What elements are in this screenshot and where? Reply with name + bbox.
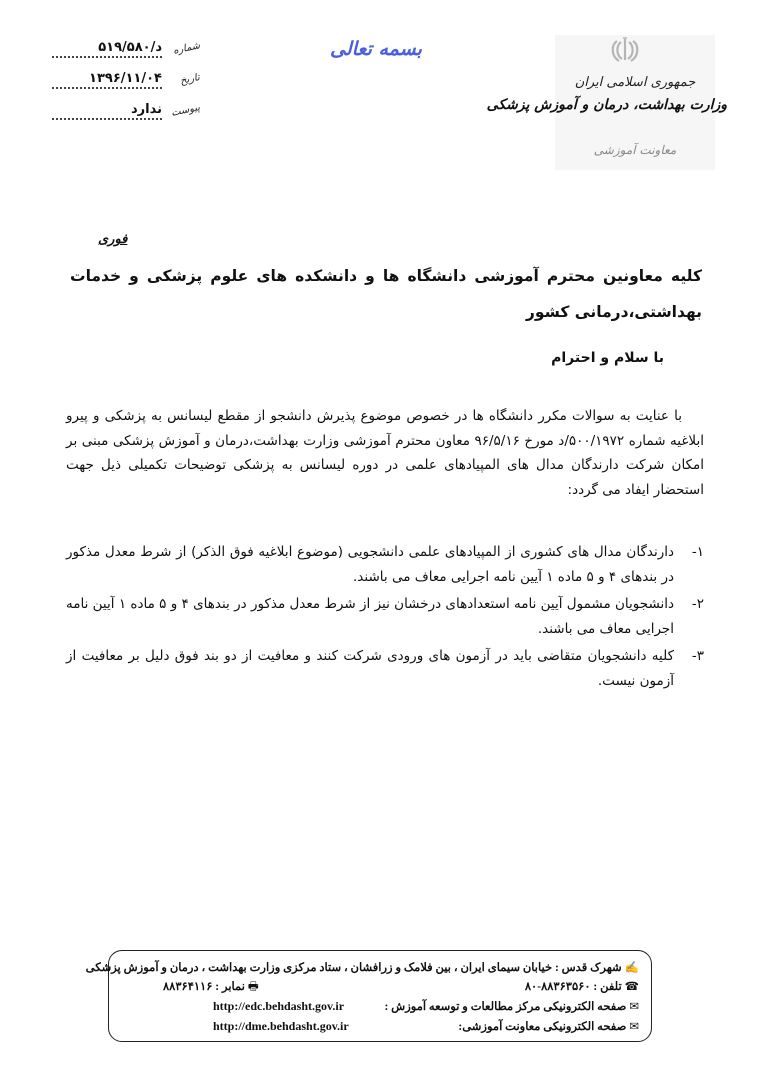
dme-label: صفحه الکترونیکی معاونت آموزشی:: [458, 1021, 627, 1033]
list-item-text: دارندگان مدال های کشوری از المپیادهای علمی دانشجویی (موضوع ابلاغیه فوق الذکر) از شرط معدل مذکور در بندهای ۴ و ۵ ماده ۱ آیین نامه اجرایی معاف می باشند.: [66, 544, 674, 585]
fax-number: ۸۸۳۶۴۱۱۶: [163, 981, 213, 993]
dotted-line: [52, 87, 162, 89]
list-item-text: دانشجویان مشمول آیین نامه استعدادهای درخشان نیز از شرط معدل مذکور در بندهای ۴ و ۵ ماده ۱ آیین نامه اجرایی معاف می باشند.: [66, 596, 675, 637]
list-item-number: ۲-: [691, 596, 704, 612]
meta-date-row: [50, 71, 200, 102]
pen-icon: ✍: [624, 962, 639, 974]
edc-label: صفحه الکترونیکی مرکز مطالعات و توسعه آموزش :: [384, 1001, 627, 1013]
iran-emblem-icon: [610, 37, 640, 63]
ministry-logo: [486, 35, 727, 170]
dotted-line: [52, 56, 162, 58]
list-item: [66, 592, 704, 641]
logo-ministry: وزارت بهداشت، درمان و آموزش پزشکی: [486, 97, 727, 113]
letter-date: ۱۳۹۶/۱۱/۰۴: [89, 71, 162, 86]
letter-meta: [50, 40, 200, 133]
footer-contacts: [123, 979, 639, 993]
fax-icon: 🖶: [247, 981, 259, 993]
phone-number: ۸۸۳۶۳۵۶۰-۸۰: [524, 981, 591, 993]
letter-addressee: کلیه معاونین محترم آموزشی دانشگاه ها و دانشکده های علوم پزشکی و خدمات بهداشتی،درمانی کشور: [70, 267, 702, 321]
logo-country: جمهوری اسلامی ایران: [574, 75, 696, 90]
meta-number-row: [50, 40, 200, 71]
letter-date-label: تاریخ: [179, 72, 201, 87]
urgent-mark: فوری: [98, 232, 128, 247]
phone-label: تلفن :: [593, 981, 622, 993]
list-item-text: کلیه دانشجویان متقاضی باید در آزمون های ورودی شرکت کنند و معافیت از دو بند فوق دلیل بر معافیت از آزمون نیست.: [66, 648, 674, 689]
edc-url[interactable]: http://edc.behdasht.gov.ir: [213, 999, 345, 1013]
letter-number-label: شماره: [171, 40, 201, 57]
dme-url[interactable]: http://dme.behdasht.gov.ir: [213, 1019, 349, 1033]
list-item-number: ۱-: [691, 544, 704, 560]
meta-attachment-row: [50, 102, 200, 133]
fax-label: نمابر :: [215, 981, 245, 993]
bismillah: بسمه تعالی: [330, 38, 422, 60]
dotted-line: [52, 118, 162, 120]
address-text: شهرک قدس : خیابان سیمای ایران ، بین فلامک و زرافشان ، ستاد مرکزی وزارت بهداشت ، درمان و آموزش پزشکی: [85, 962, 622, 974]
list-item: [66, 644, 704, 693]
letter-attachment-label: پیوست: [170, 102, 201, 119]
fax-group: [163, 979, 259, 998]
footer-link-edc: [123, 999, 639, 1013]
letter-footer: [85, 950, 652, 1042]
letter-attachment: ندارد: [130, 102, 162, 117]
phone-icon: ☎: [624, 981, 639, 993]
logo-department: معاونت آموزشی: [593, 143, 677, 157]
list-item: [66, 540, 704, 589]
mail-icon: ✉: [629, 1021, 639, 1033]
letter-body: با عنایت به سوالات مکرر دانشگاه ها در خصوص موضوع پذیرش دانشجو از مقطع لیسانس به پزشکی و پیرو ابلاغیه شماره ۵۰۰/۱۹۷۲/د مورخ ۹۶/۵/۱۶ معاون محترم آموزشی وزارت بهداشت،درمان و آموزش پزشکی مبنی بر امکان شرکت دارندگان مدال های المپیادهای علمی در دوره لیسانس به پزشکی توضیحات تکمیلی ذیل جهت استحضار ایفاد می گردد:: [66, 408, 704, 498]
footer-address: [85, 960, 639, 974]
letter-items: [66, 540, 704, 696]
footer-link-dme: [123, 1019, 639, 1033]
list-item-number: ۳-: [691, 648, 704, 664]
letter-number: د/۵۱۹/۵۸۰: [98, 40, 162, 55]
mail-icon: ✉: [629, 1001, 639, 1013]
letter-greeting: با سلام و احترام: [551, 350, 664, 366]
